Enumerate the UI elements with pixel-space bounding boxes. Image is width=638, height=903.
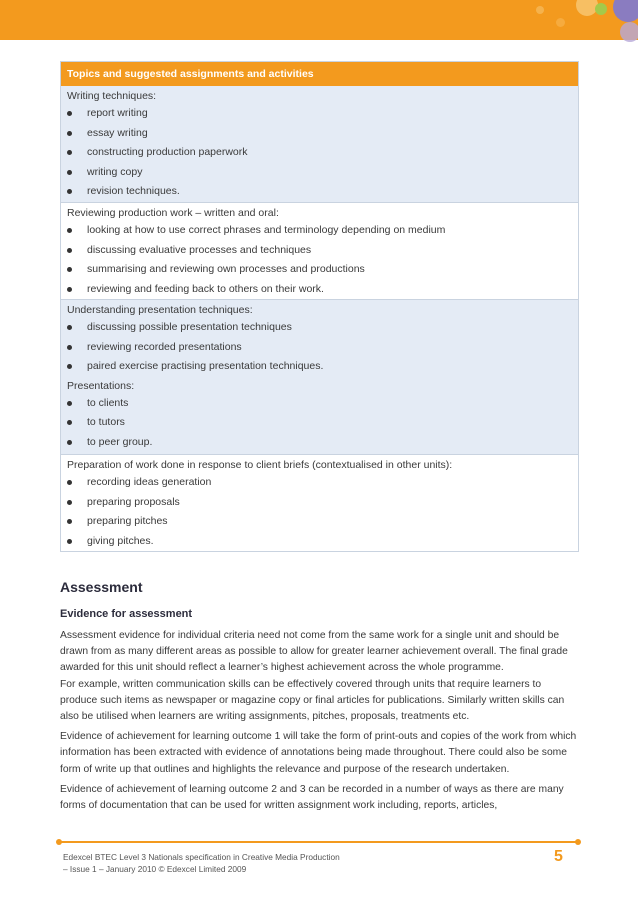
list-item: constructing production paperwork bbox=[67, 145, 572, 165]
paragraph: Evidence of achievement of learning outcome 2 and 3 can be recorded in a number of ways as there are many forms of documentation that can be used for written assignment work including, reports, articles, bbox=[60, 783, 564, 812]
list-item: revision techniques. bbox=[67, 184, 572, 199]
table-header: Topics and suggested assignments and activities bbox=[61, 62, 578, 86]
bullet-icon bbox=[67, 480, 72, 485]
bullet-icon bbox=[67, 345, 72, 350]
bullet-icon bbox=[67, 325, 72, 330]
bullet-icon bbox=[67, 228, 72, 233]
table-section-writing bbox=[61, 86, 578, 202]
bullet-icon bbox=[67, 519, 72, 524]
bullet-icon bbox=[67, 170, 72, 175]
table-section-presentation bbox=[61, 299, 578, 454]
decorative-circle bbox=[556, 18, 565, 27]
list-item: giving pitches. bbox=[67, 534, 572, 549]
subheading: Evidence for assessment bbox=[60, 608, 193, 620]
bullet-icon bbox=[67, 420, 72, 425]
table-section-reviewing bbox=[61, 202, 578, 299]
decorative-circle bbox=[595, 3, 607, 15]
list-item: reviewing and feeding back to others on their work. bbox=[67, 282, 572, 297]
list-item: writing copy bbox=[67, 165, 572, 185]
section-heading: Assessment bbox=[60, 579, 143, 595]
footer-line: Edexcel BTEC Level 3 Nationals specification in Creative Media Production bbox=[63, 852, 340, 862]
bullet-icon bbox=[67, 248, 72, 253]
list-item: to peer group. bbox=[67, 435, 572, 450]
paragraph: Assessment evidence for individual criteria need not come from the same work for a single unit and should be drawn from as many different areas as possible to allow for greater learner achievement overall. The final grade awarded for this unit should reflect a learner’s highest achievement across the whole programme. bbox=[60, 630, 568, 674]
section-title: Writing techniques: bbox=[67, 90, 157, 102]
bullet-icon bbox=[67, 150, 72, 155]
list-item: essay writing bbox=[67, 126, 572, 146]
list-item: report writing bbox=[67, 106, 572, 126]
footer-rule bbox=[60, 841, 576, 843]
bullet-icon bbox=[67, 440, 72, 445]
list-item: recording ideas generation bbox=[67, 475, 572, 495]
list-item: to tutors bbox=[67, 415, 572, 435]
paragraph: For example, written communication skills can be effectively covered through units that require learners to produce such items as newspaper or magazine copy or final articles for publications. Similarly written skills can also be utilised when learners are writing assignments, pitches, proposals, treatments etc. bbox=[60, 678, 565, 723]
section-title: Reviewing production work – written and oral: bbox=[67, 207, 279, 219]
bullet-icon bbox=[67, 189, 72, 194]
bullet-icon bbox=[67, 267, 72, 272]
decorative-circle bbox=[620, 22, 638, 42]
list-item: paired exercise practising presentation techniques. bbox=[67, 359, 572, 379]
list-item: discussing possible presentation techniques bbox=[67, 320, 572, 340]
bullet-icon bbox=[67, 111, 72, 116]
list-item: summarising and reviewing own processes and productions bbox=[67, 262, 572, 282]
decorative-circle bbox=[536, 6, 544, 14]
table-section-client-briefs bbox=[61, 454, 578, 551]
topics-table bbox=[60, 61, 579, 552]
bullet-icon bbox=[67, 131, 72, 136]
list-item: preparing pitches bbox=[67, 514, 572, 534]
bullet-icon bbox=[67, 287, 72, 292]
list-item: discussing evaluative processes and techniques bbox=[67, 243, 572, 263]
footer-dot-icon bbox=[575, 839, 581, 845]
footer-line: – Issue 1 – January 2010 © Edexcel Limited 2009 bbox=[63, 864, 247, 874]
list-item: reviewing recorded presentations bbox=[67, 340, 572, 360]
list-item: preparing proposals bbox=[67, 495, 572, 515]
section-title: Presentations: bbox=[67, 379, 135, 392]
section-title: Understanding presentation techniques: bbox=[67, 304, 253, 316]
body-text bbox=[60, 628, 580, 818]
bullet-icon bbox=[67, 500, 72, 505]
list-item: looking at how to use correct phrases and terminology depending on medium bbox=[67, 223, 572, 243]
section-title: Preparation of work done in response to client briefs (contextualised in other units): bbox=[67, 459, 453, 471]
footer-text bbox=[63, 851, 463, 875]
page-number: 5 bbox=[554, 848, 563, 865]
paragraph: Evidence of achievement for learning outcome 1 will take the form of print-outs and copies of the work from which information has been extracted with evidence of annotations being made throughout. There could also be some form of write up that outlines and highlights the relevance and purpose of the research undertaken. bbox=[60, 731, 577, 775]
bullet-icon bbox=[67, 401, 72, 406]
bullet-icon bbox=[67, 539, 72, 544]
footer-dot-icon bbox=[56, 839, 62, 845]
bullet-icon bbox=[67, 364, 72, 369]
list-item: to clients bbox=[67, 396, 572, 416]
